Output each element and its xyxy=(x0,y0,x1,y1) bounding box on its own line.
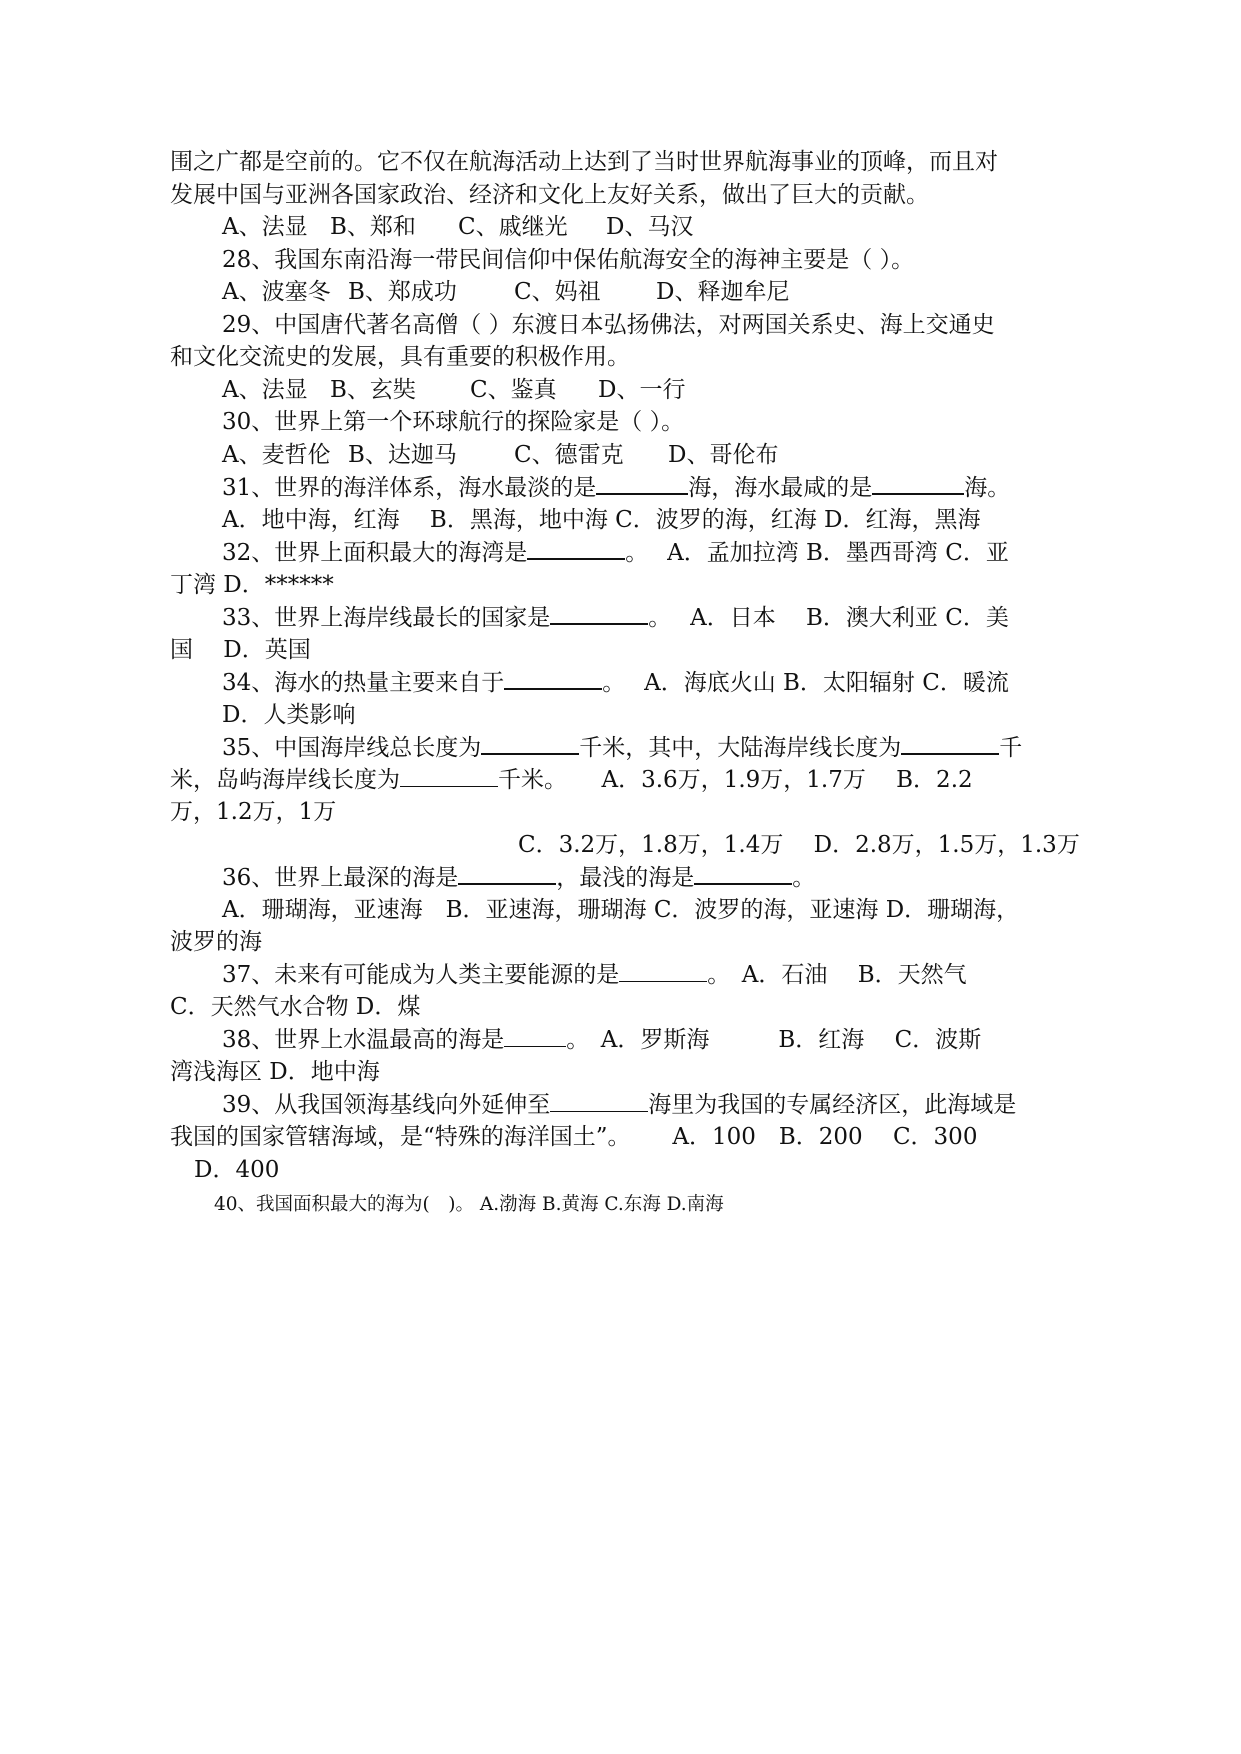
fill-blank xyxy=(694,861,792,885)
paragraph-line: 我国的国家管辖海域，是“特殊的海洋国土”。 A．100 B．200 C．300 xyxy=(170,1124,978,1150)
answer-options: A．珊瑚海，亚速海 B．亚速海，珊瑚海 C．波罗的海，亚速海 D．珊瑚海， xyxy=(222,896,1020,923)
paragraph-line: 波罗的海 xyxy=(170,929,262,955)
option-b: B、郑和 xyxy=(330,214,416,240)
paragraph-line: 万，1.2万，1万 xyxy=(170,799,337,825)
question-35: 35、中国海岸线总长度为 千米，其中，大陆海岸线长度为 千 xyxy=(170,731,1080,764)
question-39: 39、从我国领海基线向外延伸至 海里为我国的专属经济区，此海域是 xyxy=(170,1089,1080,1122)
option-d: D、释迦牟尼 xyxy=(656,279,790,305)
answer-options xyxy=(170,276,1080,309)
option-c: C、妈祖 xyxy=(514,279,601,305)
answer-options xyxy=(170,439,1080,472)
option-a: A、波塞冬 xyxy=(222,279,331,305)
option-b: B、达迦马 xyxy=(348,441,457,468)
paragraph-line: C．天然气水合物 D．煤 xyxy=(170,994,421,1020)
question-30: 30、世界上第一个环球航行的探险家是（ ）。 xyxy=(222,409,685,435)
paragraph-line: 米，岛屿海岸线长度为 千米。 A．3.6万，1.9万，1.7万 B．2.2 xyxy=(170,764,1080,797)
paragraph-line: 丁湾 D．****** xyxy=(170,571,334,598)
fill-blank xyxy=(504,1024,566,1047)
question-31: 31、世界的海洋体系，海水最淡的是 海，海水最咸的是 海。 xyxy=(170,471,1080,504)
question-37: 37、未来有可能成为人类主要能源的是 。 A．石油 B．天然气 xyxy=(170,959,1080,992)
fill-blank xyxy=(901,731,999,755)
option-a: A、法显 xyxy=(222,214,308,240)
question-34: 34、海水的热量主要来自于 。 A．海底火山 B．太阳辐射 C．暖流 xyxy=(170,666,1080,699)
option-b: B、郑成功 xyxy=(348,279,457,305)
option-d: D、一行 xyxy=(598,376,686,403)
fill-blank xyxy=(481,731,579,755)
option-c: C、鉴真 xyxy=(470,376,557,403)
question-38: 38、世界上水温最高的海是 。 A．罗斯海 B．红海 C．波斯 xyxy=(170,1024,1080,1057)
fill-blank xyxy=(458,861,556,885)
option-c: C、戚继光 xyxy=(458,214,568,240)
answer-options: A．地中海，红海 B．黑海，地中海 C．波罗的海，红海 D．红海，黑海 xyxy=(222,506,981,533)
paragraph-line: 围之广都是空前的。它不仅在航海活动上达到了当时世界航海事业的顶峰，而且对 xyxy=(170,149,998,175)
option-a: A、麦哲伦 xyxy=(222,441,331,468)
answer-options xyxy=(170,374,1080,407)
question-list xyxy=(170,146,1080,1224)
fill-blank xyxy=(550,601,648,625)
paragraph-line: 发展中国与亚洲各国家政治、经济和文化上友好关系，做出了巨大的贡献。 xyxy=(170,181,929,208)
question-36: 36、世界上最深的海是 ，最浅的海是 。 xyxy=(170,861,1080,894)
option-a: A、法显 xyxy=(222,376,308,403)
question-29: 29、中国唐代著名高僧（ ）东渡日本弘扬佛法，对两国关系史、海上交通史 xyxy=(222,311,995,338)
answer-options xyxy=(170,211,1080,244)
fill-blank xyxy=(872,471,964,495)
paragraph-line: D．400 xyxy=(194,1156,280,1183)
option-d: D、哥伦布 xyxy=(668,441,779,468)
fill-blank xyxy=(619,959,707,982)
option-c: C、德雷克 xyxy=(514,441,624,468)
question-28: 28、我国东南沿海一带民间信仰中保佑航海安全的海神主要是（ ）。 xyxy=(222,246,915,273)
question-33: 33、世界上海岸线最长的国家是 。 A．日本 B．澳大利亚 C．美 xyxy=(170,601,1080,634)
question-32: 32、世界上面积最大的海湾是 。 A．孟加拉湾 B．墨西哥湾 C．亚 xyxy=(170,536,1080,569)
fill-blank xyxy=(596,471,688,495)
question-40: 40、我国面积最大的海为( )。 A.渤海 B.黄海 C.东海 D.南海 xyxy=(214,1194,724,1215)
answer-options: C．3.2万，1.8万，1.4万 D．2.8万，1.5万，1.3万 xyxy=(518,831,1080,858)
fill-blank xyxy=(527,536,625,560)
paragraph-line: 国 D．英国 xyxy=(170,636,311,663)
paragraph-line: 和文化交流史的发展，具有重要的积极作用。 xyxy=(170,344,630,370)
paragraph-line: 湾浅海区 D．地中海 xyxy=(170,1059,380,1085)
option-b: B、玄奘 xyxy=(330,376,416,403)
option-d: D、马汉 xyxy=(606,214,694,240)
fill-blank xyxy=(550,1089,648,1112)
fill-blank xyxy=(400,764,498,787)
paragraph-line: D．人类影响 xyxy=(222,701,356,728)
fill-blank xyxy=(504,666,602,690)
